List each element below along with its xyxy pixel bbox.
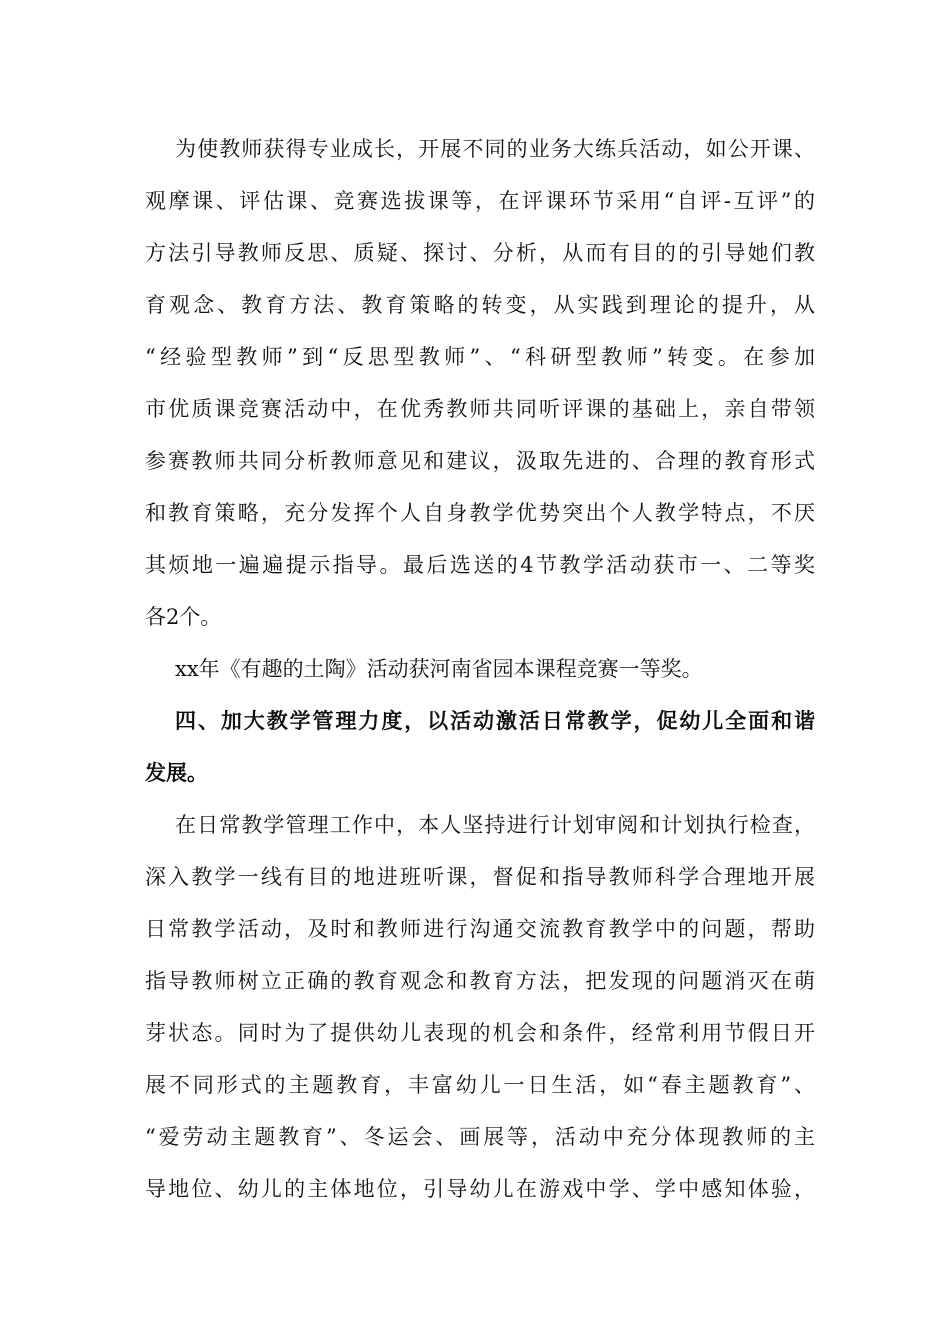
paragraph-line: 深入教学一线有目的地进班听课，督促和指导教师科学合理地开展 xyxy=(145,865,815,889)
paragraph-line: 指导教师树立正确的教育观念和教育方法，把发现的问题消灭在萌 xyxy=(145,969,815,993)
heading-line: 发展。 xyxy=(145,761,208,785)
paragraph-line: 参赛教师共同分析教师意见和建议，汲取先进的、合理的教育形式 xyxy=(145,449,815,473)
paragraph-line: 为使教师获得专业成长，开展不同的业务大练兵活动，如公开课、 xyxy=(175,137,815,161)
paragraph-line: 各2个。 xyxy=(145,605,222,629)
paragraph-line: “经验型教师”到“反思型教师”、“科研型教师”转变。在参加 xyxy=(145,345,815,369)
paragraph-line: 日常教学活动，及时和教师进行沟通交流教育教学中的问题，帮助 xyxy=(145,917,815,941)
paragraph-line: 观摩课、评估课、竞赛选拔课等，在评课环节采用“自评-互评”的 xyxy=(145,189,815,213)
paragraph-line: 和教育策略，充分发挥个人自身教学优势突出个人教学特点，不厌 xyxy=(145,501,815,525)
paragraph-line: 在日常教学管理工作中，本人坚持进行计划审阅和计划执行检查， xyxy=(175,813,815,837)
paragraph-line: 育观念、教育方法、教育策略的转变，从实践到理论的提升，从 xyxy=(145,293,815,317)
paragraph-line: 芽状态。同时为了提供幼儿表现的机会和条件，经常利用节假日开 xyxy=(145,1021,815,1045)
heading-line: 四、加大教学管理力度，以活动激活日常教学，促幼儿全面和谐 xyxy=(175,709,815,733)
paragraph-line: 导地位、幼儿的主体地位，引导幼儿在游戏中学、学中感知体验， xyxy=(145,1177,815,1201)
paragraph-line: 其烦地一遍遍提示指导。最后选送的4节教学活动获市一、二等奖 xyxy=(145,553,815,577)
paragraph-line: 市优质课竞赛活动中，在优秀教师共同听评课的基础上，亲自带领 xyxy=(145,397,815,421)
paragraph-line: “爱劳动主题教育”、冬运会、画展等，活动中充分体现教师的主 xyxy=(145,1125,815,1149)
paragraph-line: 展不同形式的主题教育，丰富幼儿一日生活，如“春主题教育”、 xyxy=(145,1073,815,1097)
paragraph-line: 方法引导教师反思、质疑、探讨、分析，从而有目的的引导她们教 xyxy=(145,241,815,265)
paragraph-line: xx年《有趣的土陶》活动获河南省园本课程竞赛一等奖。 xyxy=(175,657,703,681)
